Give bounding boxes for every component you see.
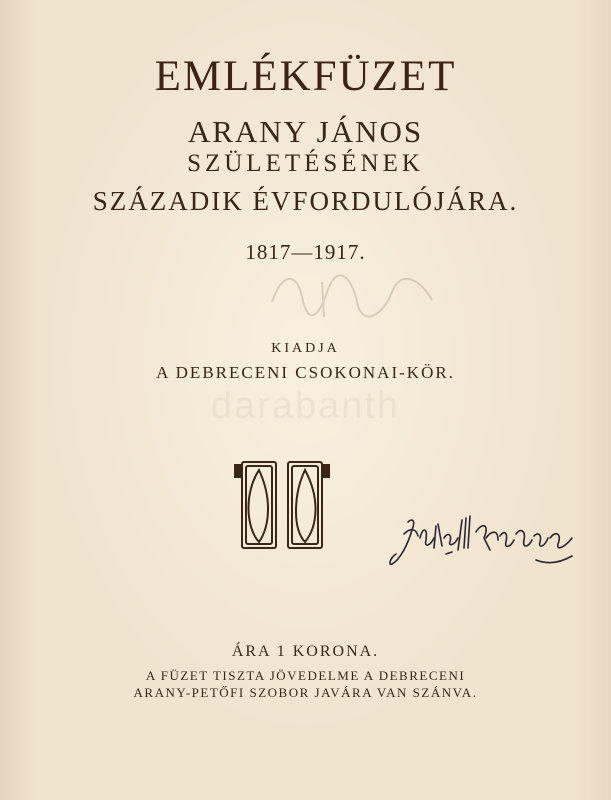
proceeds-note-line-2: ARANY-PETŐFI SZOBOR JAVÁRA VAN SZÁNVA. [133,685,478,700]
faint-handwriting-mark [262,262,442,332]
ornament-icon [234,458,330,552]
years-range: 1817—1917. [245,240,366,264]
document-title: EMLÉKFÜZET [154,53,457,100]
handwritten-signature [386,508,582,578]
publisher-label: KIADJA [271,341,340,356]
publisher-name: A DEBRECENI CSOKONAI-KÖR. [156,363,455,382]
subtitle-birth: SZÜLETÉSÉNEK [187,150,424,177]
price-line: ÁRA 1 KORONA. [231,643,380,660]
subtitle-name: ARANY JÁNOS [187,114,424,149]
watermark: darabanth [210,385,401,427]
subtitle-anniversary: SZÁZADIK ÉVFORDULÓJÁRA. [92,186,519,216]
proceeds-note-line-1: A FÜZET TISZTA JÖVEDELME A DEBRECENI [145,668,466,683]
